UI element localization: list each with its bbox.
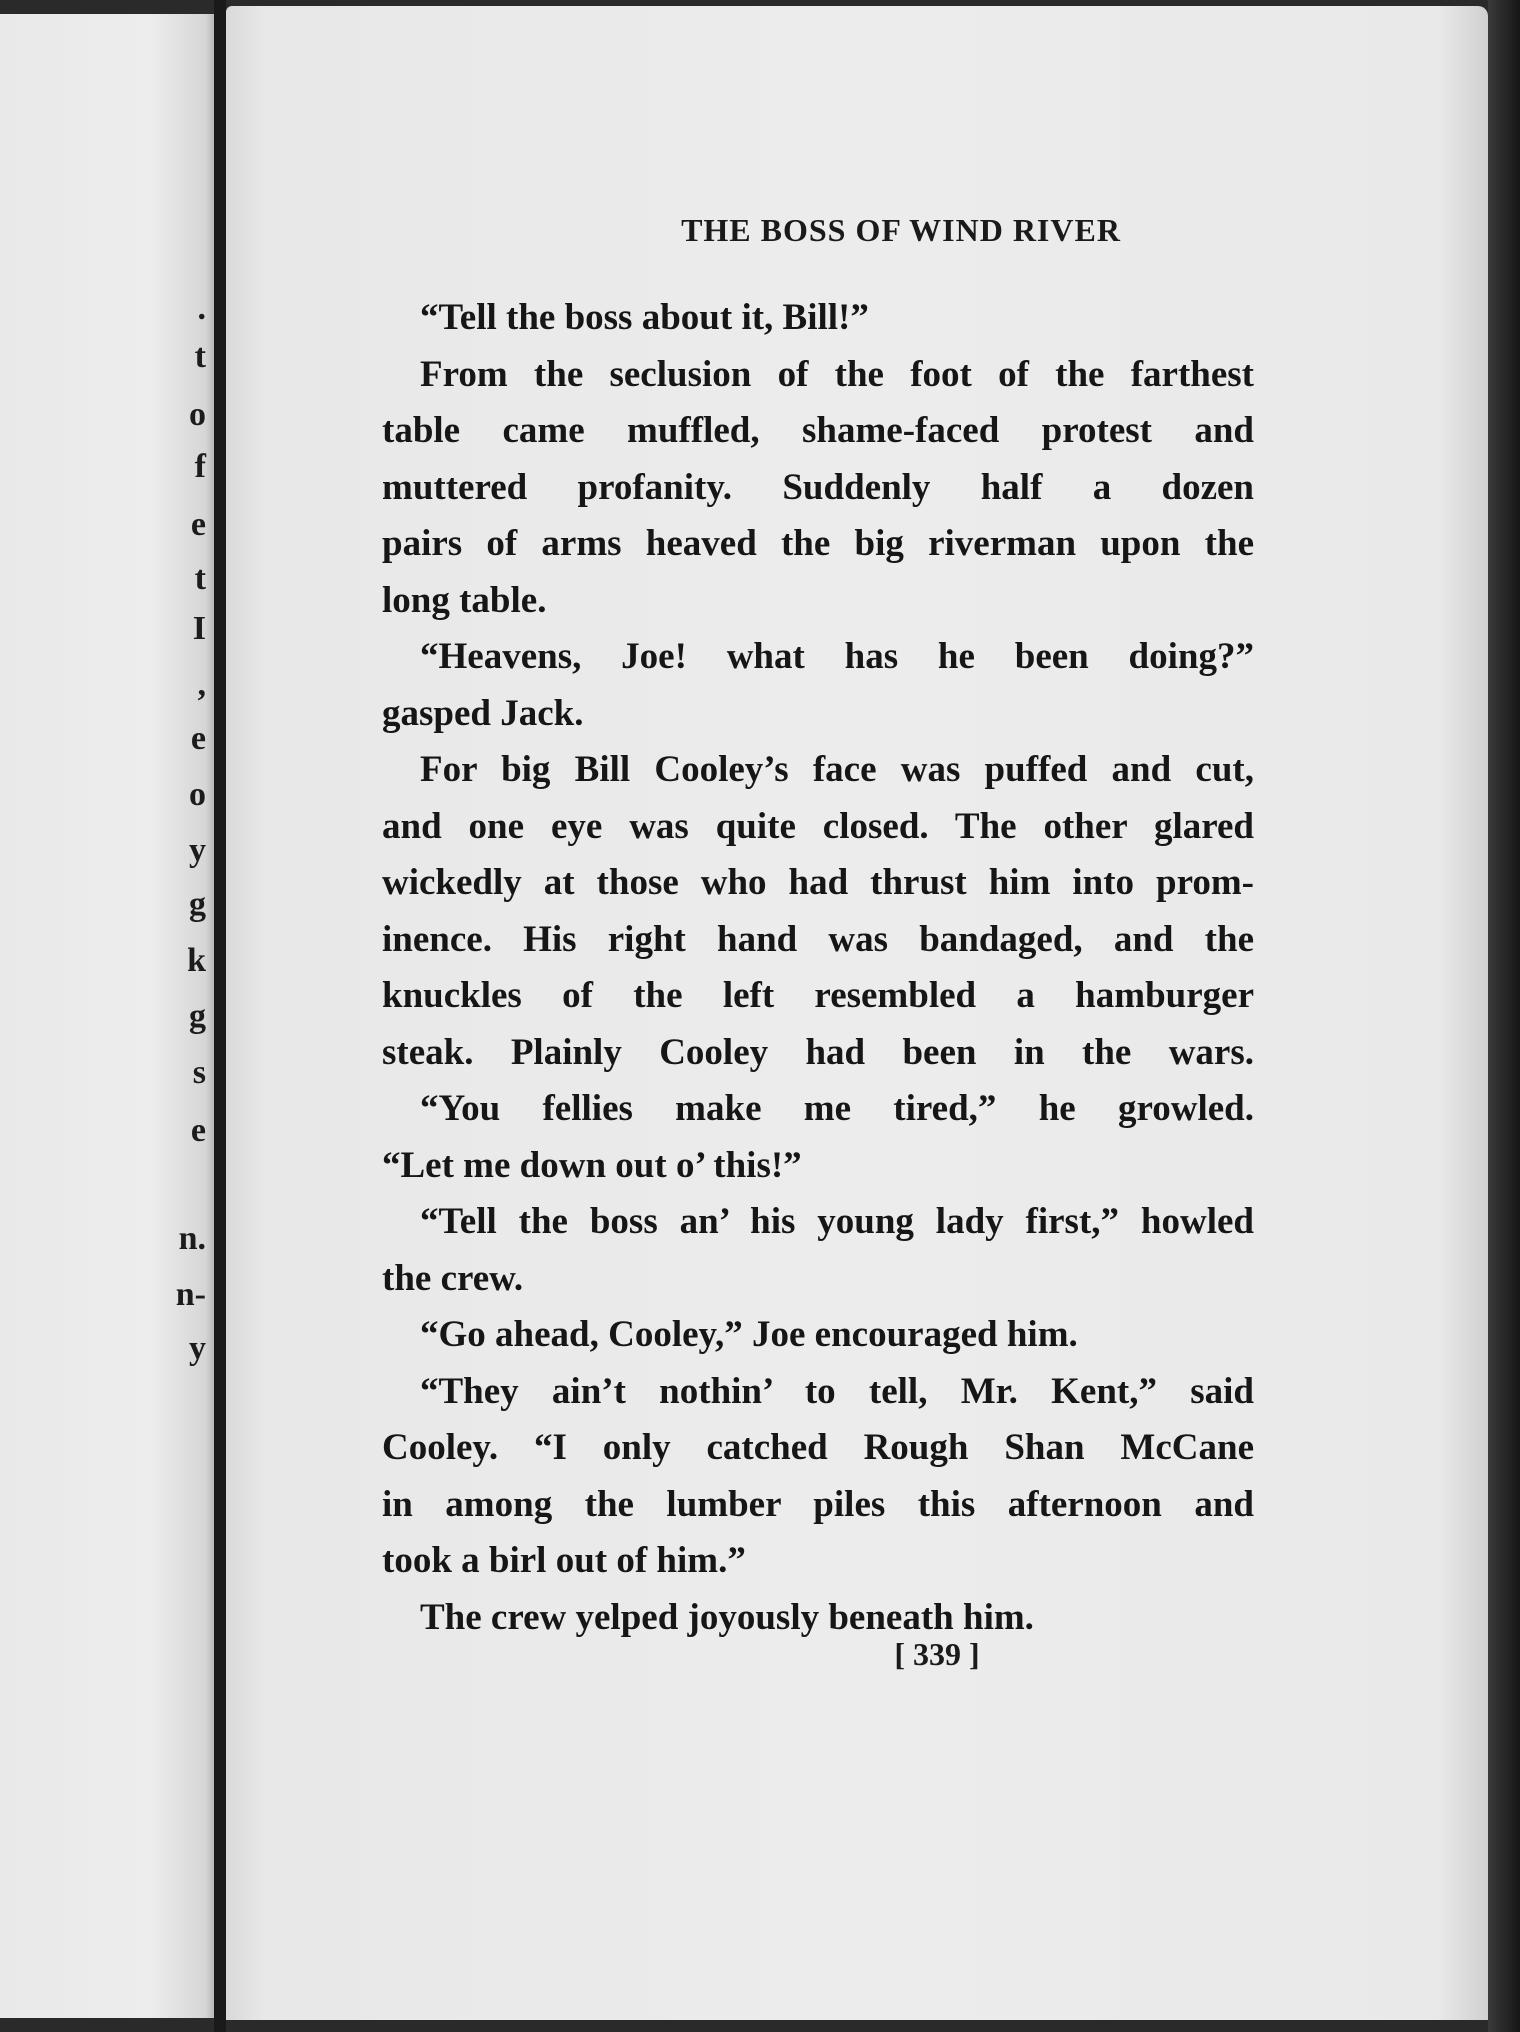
text-line: long table. (382, 579, 547, 621)
text-line: “Heavens, Joe! what has he been doing?” (420, 636, 1254, 677)
left-page-fragment: n- (175, 1276, 206, 1313)
left-page-fragment: g (189, 886, 206, 923)
left-page-fragment: e (190, 1112, 206, 1149)
left-page-fragment: k (187, 942, 206, 979)
left-page-fragment: e (190, 506, 206, 543)
right-binding-edge (1488, 0, 1520, 2032)
text-line: The crew yelped joyously beneath him. (420, 1596, 1034, 1638)
text-line: “Tell the boss about it, Bill!” (420, 297, 869, 338)
text-line: wickedly at those who had thrust him into prom- (382, 862, 1254, 903)
text-line: “They ain’t nothin’ to tell, Mr. Kent,” said (420, 1370, 1254, 1412)
left-page-fragment: o (189, 396, 206, 433)
text-line: “You fellies make me tired,” he growled. (420, 1088, 1254, 1129)
left-page-edge (0, 14, 214, 2018)
left-page-fragment: t (194, 560, 206, 597)
book-gutter (214, 0, 226, 2032)
text-line: From the seclusion of the foot of the farthest (420, 353, 1254, 395)
left-page-fragment: n. (178, 1220, 206, 1257)
body-text (382, 290, 1254, 1646)
left-page-fragment: e (190, 720, 206, 757)
text-line: steak. Plainly Cooley had been in the wars. (382, 1031, 1254, 1073)
text-line: the crew. (382, 1257, 524, 1299)
left-page-fragment: y (189, 1330, 206, 1367)
text-line: For big Bill Cooley’s face was puffed and cut, (420, 749, 1254, 790)
text-line: inence. His right hand was bandaged, and the (382, 918, 1254, 960)
book-page (226, 6, 1488, 2020)
text-line: table came muffled, shame-faced protest and (382, 410, 1254, 451)
running-head: THE BOSS OF WIND RIVER (681, 212, 1121, 248)
text-line: pairs of arms heaved the big riverman upon the (382, 523, 1254, 564)
text-line: “Tell the boss an’ his young lady first,” howled (420, 1201, 1254, 1242)
left-page-fragment: t (194, 338, 206, 375)
text-line: “Go ahead, Cooley,” Joe encouraged him. (420, 1314, 1078, 1355)
page-number: [ 339 ] (894, 1636, 980, 1672)
text-line: muttered profanity. Suddenly half a dozen (382, 466, 1254, 508)
text-line: knuckles of the left resembled a hamburger (382, 975, 1254, 1016)
text-line: and one eye was quite closed. The other glared (382, 805, 1254, 847)
left-page-fragment: o (189, 776, 206, 813)
text-line: “Let me down out o’ this!” (382, 1144, 802, 1186)
left-page-fragment: f (194, 448, 206, 485)
left-page-fragment: I (192, 610, 206, 647)
text-line: took a birl out of him.” (382, 1540, 746, 1581)
left-page-fragment: , (197, 666, 206, 703)
left-page-fragment: s (192, 1054, 206, 1091)
left-page-fragment: g (189, 998, 206, 1035)
text-line: gasped Jack. (382, 692, 584, 734)
text-line: Cooley. “I only catched Rough Shan McCane (382, 1427, 1254, 1468)
left-page-fragment: . (197, 290, 206, 327)
left-page-fragment: y (189, 832, 206, 869)
text-line: in among the lumber piles this afternoon and (382, 1483, 1254, 1525)
